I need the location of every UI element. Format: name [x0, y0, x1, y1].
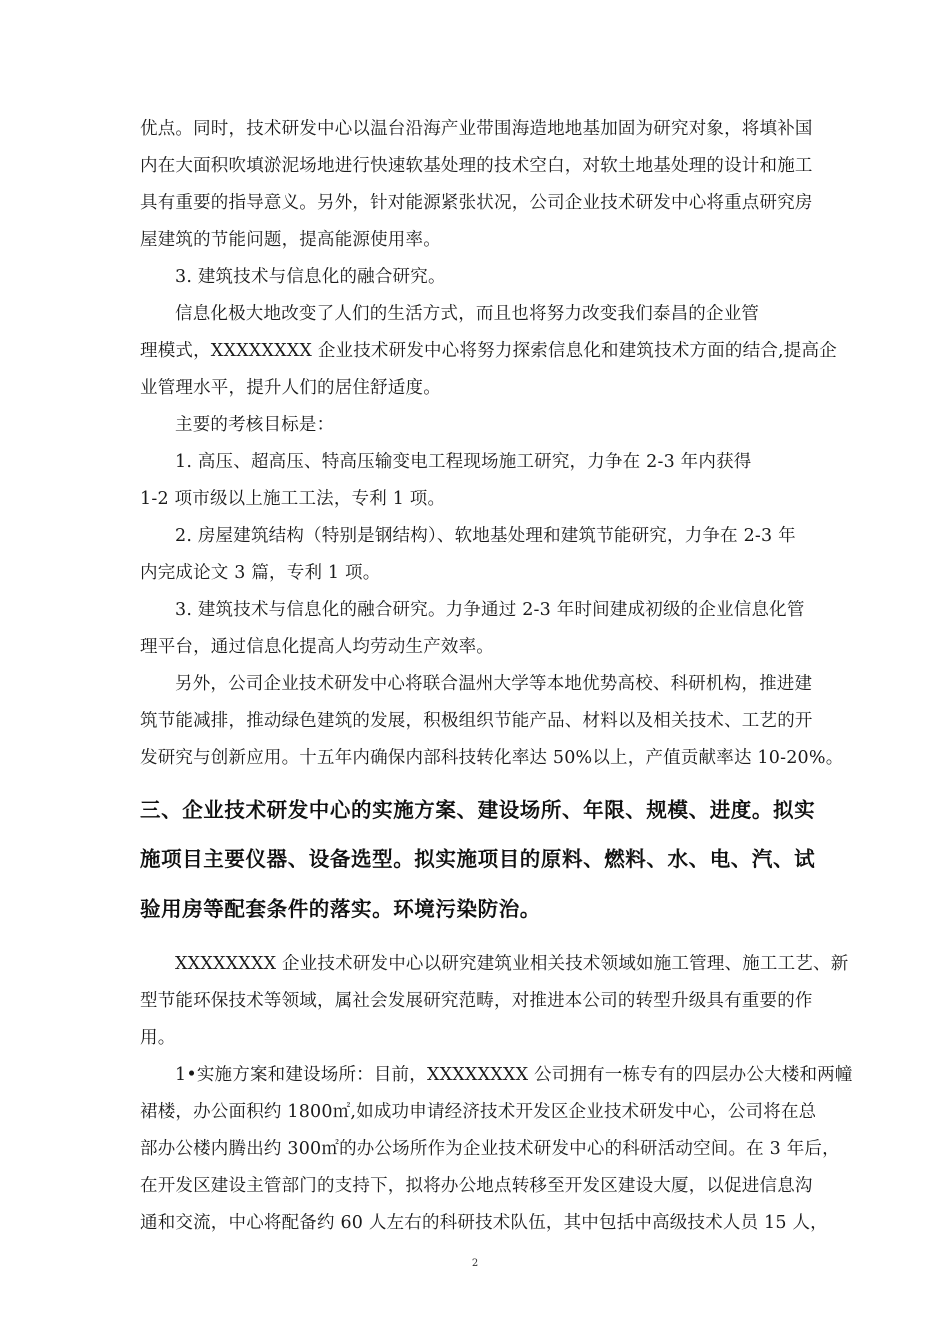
body-line: 通和交流，中心将配备约 60 人左右的科研技术队伍，其中包括中高级技术人员 15 人，: [140, 1213, 828, 1233]
section-heading: 验用房等配套条件的落实。环境污染防治。: [140, 897, 541, 921]
body-line: 具有重要的指导意义。另外，针对能源紧张状况，公司企业技术研发中心将重点研究房: [140, 193, 813, 213]
body-line: 型节能环保技术等领域，属社会发展研究范畴，对推进本公司的转型升级具有重要的作: [140, 991, 813, 1011]
section-heading: 施项目主要仪器、设备选型。拟实施项目的原料、燃料、水、电、汽、试: [140, 847, 816, 871]
subheading-line: 主要的考核目标是：: [175, 415, 335, 435]
body-line: XXXXXXXX 企业技术研发中心以研究建筑业相关技术领域如施工管理、施工工艺、新: [175, 954, 849, 974]
page-number: 2: [471, 1258, 479, 1269]
goal-item: 2. 房屋建筑结构（特别是钢结构）、软地基处理和建筑节能研究，力争在 2-3 年: [175, 526, 796, 546]
body-line: 优点。同时，技术研发中心以温台沿海产业带围海造地地基加固为研究对象，将填补国: [140, 119, 813, 139]
body-line: 发研究与创新应用。十五年内确保内部科技转化率达 50%以上，产值贡献率达 10-20%。: [140, 748, 844, 768]
body-line: 屋建筑的节能问题，提高能源使用率。: [140, 230, 441, 250]
list-item-title: 3. 建筑技术与信息化的融合研究。: [175, 267, 446, 287]
section-heading: 三、企业技术研发中心的实施方案、建设场所、年限、规模、进度。拟实: [140, 798, 816, 822]
body-line: 理模式，XXXXXXXX 企业技术研发中心将努力探索信息化和建筑技术方面的结合,提高企: [140, 341, 837, 361]
body-line: 内在大面积吹填淤泥场地进行快速软基处理的技术空白，对软土地基处理的设计和施工: [140, 156, 813, 176]
body-line: 在开发区建设主管部门的支持下，拟将办公地点转移至开发区建设大厦，以促进信息沟: [140, 1176, 813, 1196]
body-line: 另外，公司企业技术研发中心将联合温州大学等本地优势高校、科研机构，推进建: [175, 674, 813, 694]
body-line: 1•实施方案和建设场所：目前，XXXXXXXX 公司拥有一栋专有的四层办公大楼和两幢: [175, 1065, 853, 1085]
body-line: 部办公楼内腾出约 300㎡的办公场所作为企业技术研发中心的科研活动空间。在 3 年后，: [140, 1139, 840, 1159]
goal-item-continuation: 1-2 项市级以上施工工法，专利 1 项。: [140, 489, 446, 509]
goal-item: 3. 建筑技术与信息化的融合研究。力争通过 2-3 年时间建成初级的企业信息化管: [175, 600, 805, 620]
goal-item: 1. 高压、超高压、特高压输变电工程现场施工研究，力争在 2-3 年内获得: [175, 452, 752, 472]
goal-item-continuation: 内完成论文 3 篇，专利 1 项。: [140, 563, 381, 583]
body-line: 裙楼，办公面积约 1800㎡,如成功申请经济技术开发区企业技术研发中心，公司将在总: [140, 1102, 817, 1122]
body-line: 筑节能减排，推动绿色建筑的发展，积极组织节能产品、材料以及相关技术、工艺的开: [140, 711, 813, 731]
body-line: 用。: [140, 1028, 176, 1048]
goal-item-continuation: 理平台，通过信息化提高人均劳动生产效率。: [140, 637, 494, 657]
body-line: 信息化极大地改变了人们的生活方式，而且也将努力改变我们泰昌的企业管: [175, 304, 760, 324]
body-line: 业管理水平，提升人们的居住舒适度。: [140, 378, 441, 398]
